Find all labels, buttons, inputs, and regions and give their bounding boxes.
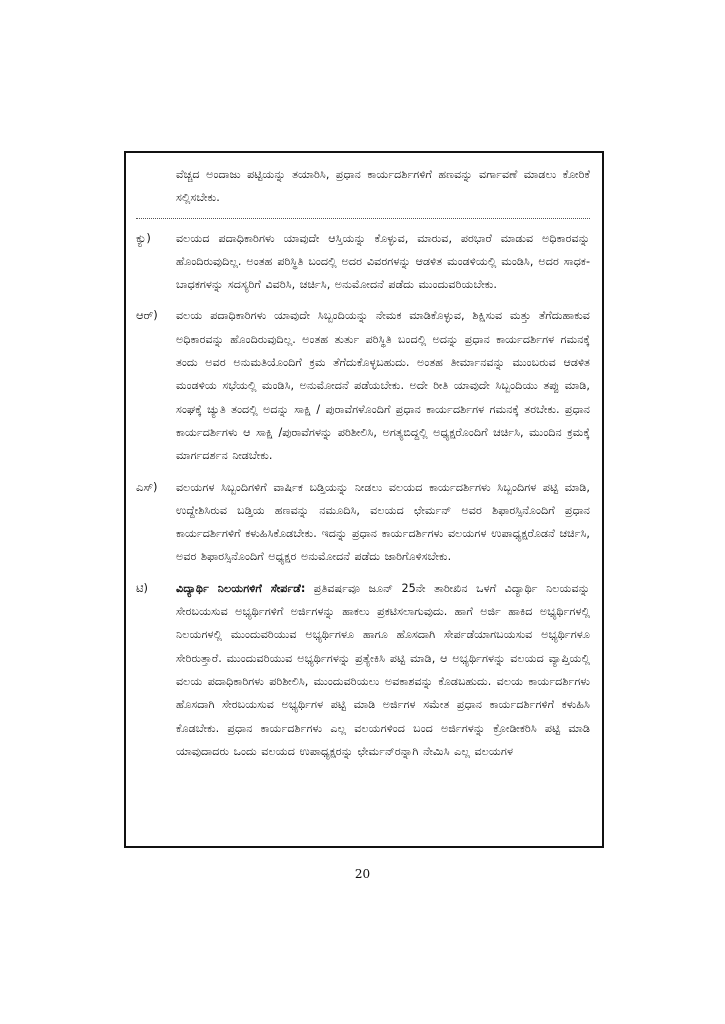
clause-label: ಕ್ಯು) <box>136 230 151 245</box>
clause-s <box>136 476 590 569</box>
clause-heading: ವಿದ್ಯಾರ್ಥಿ ನಿಲಯಗಳಿಗೆ ಸೇರ್ಪಡೆ: <box>176 581 306 595</box>
clause-label: ಎಸ್) <box>136 479 158 494</box>
continuation-text: ವೆಚ್ಚದ ಅಂದಾಜು ಪಟ್ಟಿಯನ್ನು ತಯಾರಿಸಿ, ಪ್ರಧಾನ ಕಾರ್ಯದರ್ಶಿಗಳಿಗೆ ಹಣವನ್ನು ವರ್ಗಾವಣೆ ಮಾಡಲು ಕೋರಿಕೆ ಸಲ್ಲಿಸಬೇಕು. <box>176 168 590 205</box>
bordered-content-box <box>124 151 604 848</box>
clause-r <box>136 304 590 467</box>
clause-q <box>136 227 590 297</box>
clause-text: ವಲಯ ಪದಾಧಿಕಾರಿಗಳು ಯಾವುದೇ ಸಿಬ್ಬಂದಿಯನ್ನು ನೇಮಕ ಮಾಡಿಕೊಳ್ಳುವ, ಶಿಕ್ಷಿಸುವ ಮತ್ತು ತೆಗೆದುಹಾಕುವ ಅಧಿಕಾರವನ್ನು ಹೊಂದಿರುವುದಿಲ್ಲ. ಅಂತಹ ತುರ್ತು ಪರಿಸ್ಥಿತಿ ಬಂದಲ್ಲಿ ಅದನ್ನು ಪ್ರಧಾನ ಕಾರ್ಯದರ್ಶಿಗಳ ಗಮನಕ್ಕೆ ತಂದು ಅವರ ಅನುಮತಿಯೊಂದಿಗೆ ಕ್ರಮ ತೆಗೆದುಕೊಳ್ಳಬಹುದು. ಅಂತಹ ತೀರ್ಮಾನವನ್ನು ಮುಂಬರುವ ಆಡಳಿತ ಮಂಡಳಿಯ ಸಭೆಯಲ್ಲಿ ಮಂಡಿಸಿ, ಅನುಮೋದನೆ ಪಡೆಯಬೇಕು. ಅದೇ ರೀತಿ ಯಾವುದೇ ಸಿಬ್ಬಂದಿಯು ತಪ್ಪು ಮಾಡಿ, ಸಂಘಕ್ಕೆ ಚ್ಯುತಿ ತಂದಲ್ಲಿ ಅದನ್ನು ಸಾಕ್ಷಿ / ಪುರಾವೆಗಳೊಂದಿಗೆ ಪ್ರಧಾನ ಕಾರ್ಯದರ್ಶಿಗಳ ಗಮನಕ್ಕೆ ತರಬೇಕು. ಪ್ರಧಾನ ಕಾರ್ಯದರ್ಶಿಗಳು ಆ ಸಾಕ್ಷಿ /ಪುರಾವೆಗಳನ್ನು ಪರಿಶೀಲಿಸಿ, ಅಗತ್ಯಬಿದ್ದಲ್ಲಿ ಅಧ್ಯಕ್ಷರೊಂದಿಗೆ ಚರ್ಚಿಸಿ, ಮುಂದಿನ ಕ್ರಮಕ್ಕೆ ಮಾರ್ಗದರ್ಶನ ನೀಡಬೇಕು. <box>176 309 590 463</box>
clause-text: ವಲಯಗಳ ಸಿಬ್ಬಂದಿಗಳಿಗೆ ವಾರ್ಷಿಕ ಬಡ್ತಿಯನ್ನು ನೀಡಲು ವಲಯದ ಕಾರ್ಯದರ್ಶಿಗಳು ಸಿಬ್ಬಂದಿಗಳ ಪಟ್ಟಿ ಮಾಡಿ, ಉದ್ದೇಶಿಸಿರುವ ಬಡ್ತಿಯ ಹಣವನ್ನು ನಮೂದಿಸಿ, ವಲಯದ ಛೇರ್ಮನ್ ಅವರ ಶಿಫಾರಸ್ಸಿನೊಂದಿಗೆ ಪ್ರಧಾನ ಕಾರ್ಯದರ್ಶಿಗಳಿಗೆ ಕಳುಹಿಸಿಕೊಡಬೇಕು. ಇದನ್ನು ಪ್ರಧಾನ ಕಾರ್ಯದರ್ಶಿಗಳು ವಲಯಗಳ ಉಪಾಧ್ಯಕ್ಷರೊಡನೆ ಚರ್ಚಿಸಿ, ಅವರ ಶಿಫಾರಸ್ಸಿನೊಂದಿಗೆ ಅಧ್ಯಕ್ಷರ ಅನುಮೋದನೆ ಪಡೆದು ಜಾರಿಗೊಳಿಸಬೇಕು. <box>176 480 590 564</box>
clause-label: ಟಿ) <box>136 580 148 595</box>
clause-label: ಆರ್) <box>136 308 158 323</box>
clause-t <box>136 577 590 763</box>
clause-text: ಪ್ರತಿವರ್ಷವೂ ಜೂನ್ 25ನೇ ತಾರೀಖಿನ ಒಳಗೆ ವಿದ್ಯಾರ್ಥಿ ನಿಲಯವನ್ನು ಸೇರಬಯಸುವ ಅಭ್ಯರ್ಥಿಗಳಿಗೆ ಅರ್ಜಿಗಳನ್ನು ಹಾಕಲು ಪ್ರಕಟಿಸಲಾಗುವುದು. ಹಾಗೆ ಅರ್ಜಿ ಹಾಕಿದ ಅಭ್ಯರ್ಥಿಗಳಲ್ಲಿ ನಿಲಯಗಳಲ್ಲಿ ಮುಂದುವರಿಯುವ ಅಭ್ಯರ್ಥಿಗಳೂ ಹಾಗೂ ಹೊಸದಾಗಿ ಸೇರ್ಪಡೆಯಾಗಬಯಸುವ ಅಭ್ಯರ್ಥಿಗಳೂ ಸೇರಿರುತ್ತಾರೆ. ಮುಂದುವರಿಯುವ ಅಭ್ಯರ್ಥಿಗಳನ್ನು ಪ್ರತ್ಯೇಕಿಸಿ ಪಟ್ಟಿ ಮಾಡಿ, ಆ ಅಭ್ಯರ್ಥಿಗಳನ್ನು ವಲಯದ ವ್ಯಾಪ್ತಿಯಲ್ಲಿ ವಲಯ ಪದಾಧಿಕಾರಿಗಳು ಪರಿಶೀಲಿಸಿ, ಮುಂದುವರಿಯಲು ಅವಕಾಶವನ್ನು ಕೊಡಬಹುದು. ವಲಯ ಕಾರ್ಯದರ್ಶಿಗಳು ಹೊಸದಾಗಿ ಸೇರಬಯಸುವ ಅಭ್ಯರ್ಥಿಗಳ ಪಟ್ಟಿ ಮಾಡಿ ಅರ್ಜಿಗಳ ಸಮೇತ ಪ್ರಧಾನ ಕಾರ್ಯದರ್ಶಿಗಳಿಗೆ ಕಳುಹಿಸಿ ಕೊಡಬೇಕು. ಪ್ರಧಾನ ಕಾರ್ಯದರ್ಶಿಗಳು ಎಲ್ಲ ವಲಯಗಳಿಂದ ಬಂದ ಅರ್ಜಿಗಳನ್ನು ಕ್ರೋಡೀಕರಿಸಿ ಪಟ್ಟಿ ಮಾಡಿ ಯಾವುದಾದರು ಒಂದು ವಲಯದ ಉಪಾಧ್ಯಕ್ಷರನ್ನು ಛೇರ್ಮನ್‌ರನ್ನಾಗಿ ನೇಮಿಸಿ ಎಲ್ಲ ವಲಯಗಳ <box>176 581 590 758</box>
clause-text: ವಲಯದ ಪದಾಧಿಕಾರಿಗಳು ಯಾವುದೇ ಆಸ್ತಿಯನ್ನು ಕೊಳ್ಳುವ, ಮಾರುವ, ಪರಭಾರೆ ಮಾಡುವ ಅಧಿಕಾರವನ್ನು ಹೊಂದಿರುವುದಿಲ್ಲ. ಅಂತಹ ಪರಿಸ್ಥಿತಿ ಬಂದಲ್ಲಿ ಅದರ ವಿವರಗಳನ್ನು ಆಡಳಿತ ಮಂಡಳಿಯಲ್ಲಿ ಮಂಡಿಸಿ, ಅದರ ಸಾಧಕ-ಬಾಧಕಗಳನ್ನು ಸದಸ್ಯರಿಗೆ ವಿವರಿಸಿ, ಚರ್ಚಿಸಿ, ಅನುಮೋದನೆ ಪಡೆದು ಮುಂದುವರಿಯಬೇಕು. <box>176 231 590 292</box>
continuation-paragraph <box>136 163 590 219</box>
page-number: 20 <box>354 867 371 881</box>
